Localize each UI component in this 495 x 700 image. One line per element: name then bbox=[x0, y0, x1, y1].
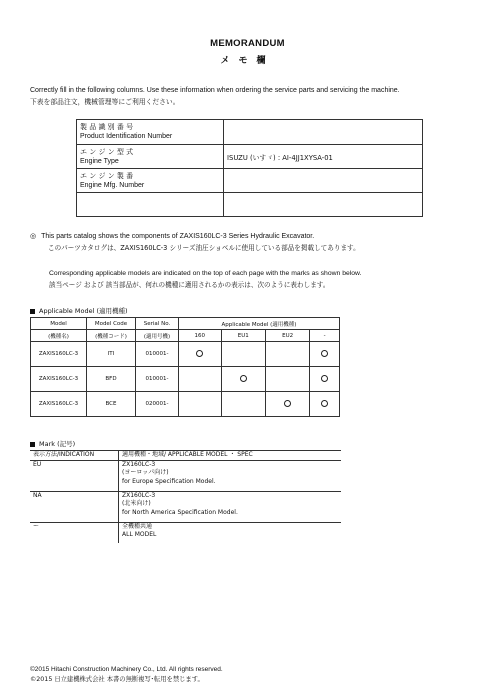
intro-en: Correctly fill in the following columns. Use these information when ordering the service parts and servicing the machine. bbox=[30, 87, 400, 94]
page-title-jp: メモ欄 bbox=[220, 56, 275, 66]
engine-mfg-label-en: Engine Mfg. Number bbox=[80, 181, 145, 189]
subcol-eu1: EU1 bbox=[221, 330, 265, 342]
model-cell: ZAXIS160LC-3 bbox=[31, 392, 87, 417]
engine-mfg-value bbox=[224, 169, 423, 193]
spec-cell: 全機種共通 ALL MODEL bbox=[122, 522, 157, 538]
mark-cell bbox=[179, 392, 222, 417]
col-code: Model Code bbox=[87, 318, 136, 330]
product-id-table bbox=[76, 119, 423, 217]
mark-cell bbox=[179, 342, 222, 367]
mark-cell bbox=[179, 367, 222, 392]
id-label-en: Product Identification Number bbox=[80, 133, 173, 140]
mark-cell bbox=[310, 367, 340, 392]
mark-cell bbox=[221, 367, 265, 392]
indication-cell: NA bbox=[30, 491, 119, 522]
engine-mfg-label-cell bbox=[77, 169, 224, 193]
copyright-en: ©2015 Hitachi Construction Machinery Co., Ltd. All rights reserved. bbox=[30, 666, 223, 673]
id-label-cell bbox=[77, 120, 224, 145]
code-cell: BCE bbox=[87, 392, 136, 417]
models-note-jp: 該当ページ および 該当部品が、何れの機種に適用されるかの表示は、次のように表わします。 bbox=[49, 281, 330, 289]
table-row bbox=[31, 342, 340, 367]
mark-cell bbox=[265, 392, 309, 417]
subcol-dash: - bbox=[310, 330, 340, 342]
spec-cell: ZX160LC-3 (北米向け) for North America Specification Model. bbox=[119, 491, 342, 522]
code-cell: ITI bbox=[87, 342, 136, 367]
col-model: Model bbox=[31, 318, 87, 330]
blank-value-cell bbox=[224, 193, 423, 217]
serial-cell: 010001- bbox=[136, 367, 179, 392]
serial-cell: 020001- bbox=[136, 392, 179, 417]
indication-cell: EU bbox=[30, 460, 119, 491]
engine-type-label-cell bbox=[77, 145, 224, 169]
indication-cell: ー bbox=[30, 522, 119, 543]
engine-type-value: ISUZU (いすゞ) : AI-4JJ1XYSA-01 bbox=[224, 145, 423, 169]
double-circle-icon: ◎ bbox=[30, 233, 37, 240]
intro-jp: 下表を部品注文，機械管理等にご利用ください。 bbox=[30, 98, 180, 106]
model-cell: ZAXIS160LC-3 bbox=[31, 367, 87, 392]
page-title: MEMORANDUM bbox=[210, 38, 285, 49]
mark-cell bbox=[221, 342, 265, 367]
catalog-jp: このパーツカタログは、ZAXIS160LC-3 シリーズ油圧ショベルに使用している部品を掲載してあります。 bbox=[48, 244, 360, 252]
mark-col-applicable: 適用機種・地域/ APPLICABLE MODEL ・ SPEC bbox=[119, 451, 342, 461]
circle-mark-icon bbox=[321, 400, 328, 407]
col-model-jp: (機種名) bbox=[31, 330, 87, 342]
mark-col-indication: 表示方法/INDICATION bbox=[30, 451, 119, 461]
col-serial: Serial No. bbox=[136, 318, 179, 330]
table-row bbox=[30, 522, 341, 543]
subcol-160: 160 bbox=[179, 330, 222, 342]
table-row bbox=[30, 491, 341, 522]
applicable-model-table bbox=[30, 317, 340, 417]
circle-mark-icon bbox=[321, 375, 328, 382]
mark-heading: Mark (記号) bbox=[30, 439, 75, 448]
mark-cell bbox=[310, 392, 340, 417]
engine-type-label-jp: エ ン ジ ン 型 式 bbox=[80, 147, 134, 156]
applicable-heading: Applicable Model (適用機種) bbox=[30, 306, 128, 315]
catalog-en: This parts catalog shows the components of ZAXIS160LC-3 Series Hydraulic Excavator. bbox=[41, 233, 315, 240]
mark-cell bbox=[265, 342, 309, 367]
circle-mark-icon bbox=[240, 375, 247, 382]
engine-mfg-label-jp: エ ン ジ ン 製 番 bbox=[80, 171, 134, 180]
table-row bbox=[31, 367, 340, 392]
copyright-jp: ©2015 日立建機株式会社 本書の無断複写･転用を禁じます。 bbox=[30, 676, 204, 683]
mark-cell bbox=[221, 392, 265, 417]
engine-type-label-en: Engine Type bbox=[80, 157, 119, 165]
spec-cell: ZX160LC-3 (ヨーロッパ向け) for Europe Specification Model. bbox=[119, 460, 342, 491]
table-row bbox=[31, 392, 340, 417]
mark-cell bbox=[310, 342, 340, 367]
circle-mark-icon bbox=[284, 400, 291, 407]
mark-cell bbox=[265, 367, 309, 392]
mark-table bbox=[30, 450, 341, 543]
square-bullet-icon bbox=[30, 442, 35, 447]
circle-mark-icon bbox=[196, 350, 203, 357]
id-label-jp: 製 品 識 別 番 号 bbox=[80, 123, 134, 131]
models-note-en: Corresponding applicable models are indicated on the top of each page with the marks as shown below. bbox=[49, 270, 362, 277]
circle-mark-icon bbox=[321, 350, 328, 357]
col-applicable: Applicable Model (適用機種) bbox=[179, 318, 340, 330]
serial-cell: 010001- bbox=[136, 342, 179, 367]
col-code-jp: (機種コード) bbox=[87, 330, 136, 342]
square-bullet-icon bbox=[30, 309, 35, 314]
blank-label-cell bbox=[77, 193, 224, 217]
id-value bbox=[224, 120, 423, 145]
table-row bbox=[30, 460, 341, 491]
model-cell: ZAXIS160LC-3 bbox=[31, 342, 87, 367]
subcol-eu2: EU2 bbox=[265, 330, 309, 342]
catalog-statement bbox=[30, 232, 314, 242]
col-serial-jp: (適用号機) bbox=[136, 330, 179, 342]
code-cell: BFD bbox=[87, 367, 136, 392]
